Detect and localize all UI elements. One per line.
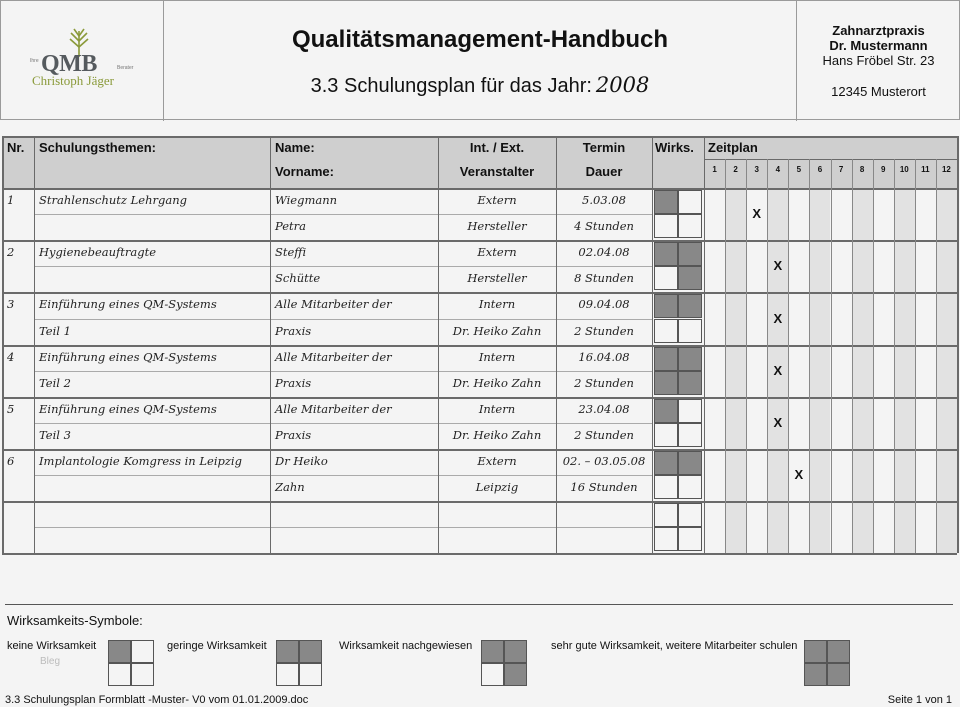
month-column-shade: [894, 188, 915, 553]
row-name: Steffi: [275, 245, 307, 260]
document-title: Qualitätsmanagement-Handbuch: [291, 26, 669, 53]
legend-square: [108, 663, 131, 686]
column-line: [704, 136, 705, 553]
month-column-line: [831, 159, 832, 553]
wirksamkeit-square: [678, 319, 702, 343]
legend-square: [481, 640, 504, 663]
legend-square: [804, 640, 827, 663]
month-header: 9: [880, 165, 886, 174]
header-topics: Schulungsthemen:: [39, 140, 157, 155]
row-veranstalter: Hersteller: [467, 271, 527, 286]
logo-mark: QMB: [41, 51, 97, 77]
wirksamkeit-square: [654, 294, 678, 318]
address-line-2: Dr. Mustermann: [829, 38, 928, 53]
wirksamkeit-square: [654, 399, 678, 423]
row-nr: 5: [7, 401, 15, 416]
wirksamkeit-square: [678, 347, 702, 371]
row-termin: 23.04.08: [578, 401, 630, 416]
wirksamkeit-square: [678, 190, 702, 214]
month-column-line: [915, 159, 916, 553]
row-vorname: Praxis: [275, 427, 312, 442]
schedule-mark: X: [773, 414, 783, 430]
row-name: Dr Heiko: [275, 454, 328, 468]
row-vorname: Petra: [275, 219, 307, 234]
month-column-line: [873, 159, 874, 553]
watermark: Bleg: [40, 656, 61, 667]
wirksamkeit-square: [678, 214, 702, 238]
column-line: [556, 136, 557, 553]
footer-page: Seite 1 von 1: [887, 694, 952, 706]
row-veranstalter: Hersteller: [467, 219, 527, 234]
column-line: [652, 136, 653, 553]
month-header: 1: [712, 165, 717, 174]
row-divider: [34, 527, 652, 528]
header-nr: Nr.: [7, 140, 25, 155]
month-header: 10: [899, 165, 909, 174]
schedule-mark: X: [773, 362, 783, 378]
row-border: [2, 501, 957, 503]
month-column-line: [936, 159, 937, 553]
legend-square: [504, 640, 527, 663]
month-column-line: [894, 159, 895, 553]
row-vorname: Zahn: [275, 480, 305, 495]
header-veranstalter: Veranstalter: [459, 164, 535, 179]
month-column-line: [788, 159, 789, 553]
row-divider: [34, 371, 652, 372]
logo-suffix: Berater: [117, 65, 134, 71]
schedule-mark: X: [773, 258, 783, 274]
header-termin: Termin: [582, 140, 626, 155]
wirksamkeit-square: [678, 242, 702, 266]
row-termin: 5.03.08: [582, 193, 626, 207]
header-int-ext: Int. / Ext.: [469, 140, 525, 155]
row-vorname: Praxis: [275, 323, 312, 338]
month-header: 5: [796, 165, 802, 174]
row-border: [2, 449, 957, 451]
month-column-shade: [852, 188, 873, 553]
wirksamkeit-square: [654, 475, 678, 499]
month-header: 2: [733, 165, 738, 174]
address-line-4: 12345 Musterort: [831, 84, 926, 99]
row-name: Wiegmann: [275, 193, 338, 207]
wirksamkeit-square: [654, 371, 678, 395]
legend-square: [299, 640, 322, 663]
month-header: 11: [921, 165, 930, 174]
wirksamkeit-square: [678, 399, 702, 423]
logo-person: Christoph Jäger: [32, 73, 114, 88]
legend-label: Wirksamkeit nachgewiesen: [339, 640, 473, 652]
row-termin: 02.04.08: [578, 245, 630, 260]
column-line: [438, 136, 439, 553]
row-veranstalter: Dr. Heiko Zahn: [452, 323, 542, 338]
legend-square: [504, 663, 527, 686]
plan-year: 2008: [595, 73, 650, 97]
wirksamkeit-square: [654, 242, 678, 266]
row-dauer: 4 Stunden: [574, 219, 634, 234]
row-vorname: Schütte: [275, 271, 321, 286]
row-topic: Hygienebeauftragte: [39, 245, 157, 260]
column-line: [270, 136, 271, 553]
row-int-ext: Extern: [477, 454, 517, 468]
legend-square: [827, 663, 850, 686]
row-veranstalter: Dr. Heiko Zahn: [452, 427, 542, 442]
wirksamkeit-square: [654, 451, 678, 475]
month-column-line: [746, 159, 747, 553]
legend-square: [299, 663, 322, 686]
wirksamkeit-square: [654, 266, 678, 290]
wirksamkeit-square: [654, 319, 678, 343]
legend-square: [481, 663, 504, 686]
row-nr: 1: [7, 193, 15, 207]
row-topic: Implantologie Komgress in Leipzig: [39, 454, 242, 468]
month-column-line: [725, 159, 726, 553]
schedule-mark: X: [752, 206, 762, 222]
header-name: Name:: [275, 140, 315, 155]
row-vorname: Praxis: [275, 375, 312, 390]
row-topic-part: Teil 2: [39, 375, 71, 390]
row-border: [2, 292, 957, 294]
row-name: Alle Mitarbeiter der: [275, 297, 392, 312]
row-int-ext: Intern: [478, 349, 516, 364]
wirksamkeit-square: [678, 475, 702, 499]
wirksamkeit-square: [678, 527, 702, 551]
row-veranstalter: Leipzig: [475, 480, 519, 495]
wirksamkeit-square: [678, 503, 702, 527]
legend-square: [131, 640, 154, 663]
legend-square: [804, 663, 827, 686]
legend-square: [131, 663, 154, 686]
legend-square: [827, 640, 850, 663]
row-termin: 02. – 03.05.08: [562, 454, 646, 468]
row-int-ext: Intern: [478, 401, 516, 416]
table-top-border: [2, 136, 957, 138]
month-column-line: [852, 159, 853, 553]
month-column-shade: [725, 188, 746, 553]
row-nr: 2: [7, 245, 15, 260]
schedule-mark: X: [794, 467, 804, 483]
row-dauer: 8 Stunden: [574, 271, 634, 286]
wirksamkeit-square: [654, 347, 678, 371]
row-int-ext: Extern: [477, 193, 517, 207]
column-line: [2, 136, 4, 553]
row-termin: 09.04.08: [578, 297, 630, 312]
column-line: [34, 136, 35, 553]
address-line-1: Zahnarztpraxis: [832, 23, 925, 38]
wirksamkeit-square: [654, 214, 678, 238]
month-header: 6: [817, 165, 823, 174]
column-line: [957, 136, 959, 553]
wirksamkeit-square: [678, 451, 702, 475]
row-name: Alle Mitarbeiter der: [275, 349, 392, 364]
row-dauer: 2 Stunden: [574, 375, 634, 390]
row-topic-part: Teil 1: [39, 323, 71, 338]
legend-label: geringe Wirksamkeit: [167, 640, 267, 652]
logo-prefix: Ihre: [30, 58, 39, 64]
header-bottom-border: [2, 188, 957, 190]
subtitle-text: 3.3 Schulungsplan für das Jahr:: [310, 75, 592, 97]
row-nr: 4: [7, 349, 15, 364]
month-header: 12: [941, 165, 951, 174]
month-header: 7: [838, 165, 844, 174]
wirksamkeit-square: [678, 266, 702, 290]
row-divider: [34, 266, 652, 267]
row-topic: Einführung eines QM-Systems: [39, 297, 217, 312]
legend-square: [276, 640, 299, 663]
row-topic: Strahlenschutz Lehrgang: [39, 193, 187, 207]
month-column-shade: [936, 188, 957, 553]
month-column-line: [767, 159, 768, 553]
row-topic-part: Teil 3: [39, 427, 71, 442]
row-divider: [34, 423, 652, 424]
row-topic: Einführung eines QM-Systems: [39, 401, 217, 416]
legend-title: Wirksamkeits-Symbole:: [7, 613, 143, 628]
address-line-3: Hans Fröbel Str. 23: [822, 53, 935, 68]
row-nr: 6: [7, 454, 15, 468]
footer-filename: 3.3 Schulungsplan Formblatt -Muster- V0 vom 01.01.2009.doc: [5, 694, 309, 706]
row-border: [2, 397, 957, 399]
wirksamkeit-square: [678, 371, 702, 395]
header-vorname: Vorname:: [275, 164, 334, 179]
schedule-mark: X: [773, 310, 783, 326]
month-header: 4: [775, 165, 781, 174]
row-divider: [34, 214, 652, 215]
wirksamkeit-square: [678, 423, 702, 447]
row-dauer: 2 Stunden: [574, 323, 634, 338]
row-border: [2, 240, 957, 242]
wirksamkeit-square: [654, 190, 678, 214]
row-nr: 3: [7, 297, 15, 312]
wirksamkeit-square: [678, 294, 702, 318]
row-divider: [34, 475, 652, 476]
month-column-line: [809, 159, 810, 553]
row-dauer: 2 Stunden: [574, 427, 634, 442]
row-int-ext: Extern: [477, 245, 517, 260]
legend-square: [276, 663, 299, 686]
row-int-ext: Intern: [478, 297, 516, 312]
row-name: Alle Mitarbeiter der: [275, 401, 392, 416]
header-zeitplan: Zeitplan: [708, 140, 758, 155]
row-veranstalter: Dr. Heiko Zahn: [452, 375, 542, 390]
month-header: 3: [754, 165, 759, 174]
legend-label: sehr gute Wirksamkeit, weitere Mitarbeiter schulen: [551, 640, 798, 652]
row-termin: 16.04.08: [578, 349, 630, 364]
row-topic: Einführung eines QM-Systems: [39, 349, 217, 364]
row-border: [2, 553, 957, 555]
month-column-shade: [809, 188, 830, 553]
row-border: [2, 345, 957, 347]
wirksamkeit-square: [654, 527, 678, 551]
legend-square: [108, 640, 131, 663]
wirksamkeit-square: [654, 503, 678, 527]
legend-label: keine Wirksamkeit: [7, 640, 97, 652]
header-dauer: Dauer: [585, 164, 623, 179]
header-wirks: Wirks.: [655, 140, 694, 155]
month-header: 8: [859, 165, 865, 174]
row-divider: [34, 319, 652, 320]
legend-divider: [5, 604, 953, 605]
wirksamkeit-square: [654, 423, 678, 447]
row-dauer: 16 Stunden: [570, 480, 638, 495]
